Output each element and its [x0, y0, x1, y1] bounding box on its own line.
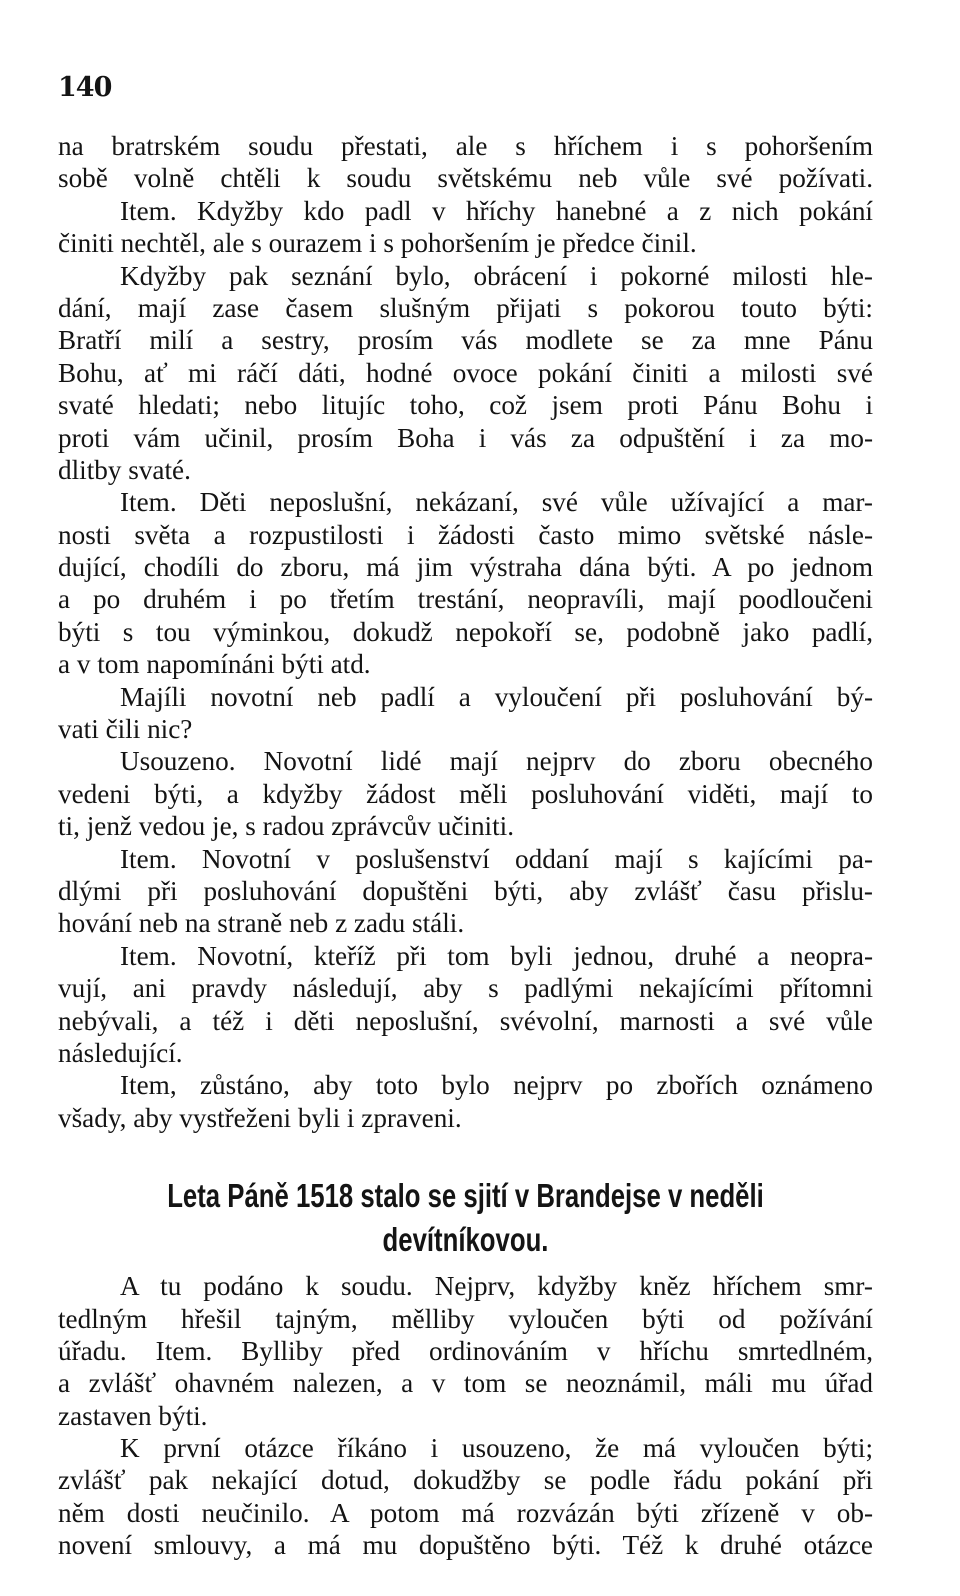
- text-line: sobě volně chtěli k soudu světskému neb vůle své požívati.: [58, 163, 873, 194]
- text-line: Kdyžby pak seznání bylo, obrácení i pokorné milosti hle-: [120, 260, 873, 291]
- section-spacer: [58, 1134, 873, 1174]
- page-number: 140: [58, 72, 112, 103]
- text-line: úřadu. Item. Bylliby před ordinováním v hříchu smrtedlném,: [58, 1335, 873, 1366]
- heading-line: Leta Páně 1518 stalo se sjití v Brandejse v neděli: [167, 1177, 764, 1215]
- text-line: a zvlášť ohavném nalezen, a v tom se neoznámil, máli mu úřad: [58, 1368, 873, 1399]
- text-line: Usouzeno. Novotní lidé mají nejprv do zboru obecného: [120, 746, 873, 777]
- text-line: svaté hledati; nebo litujíc toho, což jsem proti Pánu Bohu i: [58, 390, 873, 421]
- text-line: Item. Novotní v poslušenství oddaní mají s kajícími pa-: [120, 843, 873, 874]
- tail-text: [58, 1270, 873, 1562]
- text-line: něm dosti neučinilo. A potom má rozvázán býti zřízeně v ob-: [58, 1497, 873, 1528]
- text-line: dlými při posluhování dopuštěni býti, aby zvlášť času přislu-: [58, 875, 873, 906]
- text-line: nosti světa a rozpustilosti i žádosti často mimo světské násle-: [58, 519, 873, 550]
- text-line: A tu podáno k soudu. Nejprv, kdyžby kněz hříchem smr-: [120, 1271, 873, 1302]
- text-line: tedlným hřešil tajným, mělliby vyloučen býti od požívání: [58, 1303, 873, 1334]
- text-line: a v tom napomínáni býti atd.: [58, 649, 371, 680]
- text-line: Item. Děti neposlušní, nekázaní, své vůle užívající a mar-: [120, 487, 873, 518]
- text-line: následující.: [58, 1037, 183, 1068]
- text-line: činiti nechtěl, ale s ourazem i s pohoršením je předce činil.: [58, 228, 697, 259]
- text-line: nebývali, a též i děti neposlušní, svévolní, marnosti a své vůle: [58, 1005, 873, 1036]
- section-heading: [58, 1174, 873, 1262]
- text-line: Majíli novotní neb padlí a vyloučení při posluhování bý-: [120, 681, 873, 712]
- text-line: dání, mají zase časem slušným přijati s pokorou touto býti:: [58, 292, 873, 323]
- text-line: Bohu, ať mi ráčí dáti, hodné ovoce pokání činiti a milosti své: [58, 357, 873, 388]
- text-line: zvlášť pak nekající dotud, dokudžby se podle řádu pokání při: [58, 1465, 873, 1496]
- text-line: novení smlouvy, a má mu dopuštěno býti. Též k druhé otázce: [58, 1530, 873, 1561]
- text-line: zastaven býti.: [58, 1400, 208, 1431]
- text-line: dující, chodíli do zboru, má jim výstraha dána býti. A po jednom: [58, 552, 873, 583]
- text-line: všady, aby vystřeženi byli i zpraveni.: [58, 1102, 462, 1133]
- text-line: proti vám učinil, prosím Boha i vás za odpuštění i za mo-: [58, 422, 873, 453]
- text-line: Bratří milí a sestry, prosím vás modlete se za mne Pánu: [58, 325, 873, 356]
- heading-line: devítníkovou.: [382, 1221, 549, 1259]
- text-line: vedeni býti, a kdyžby žádost měli posluhování viděti, mají to: [58, 778, 873, 809]
- body-text: [58, 130, 873, 1134]
- text-line: Item. Kdyžby kdo padl v hříchy hanebné a z nich pokání: [120, 195, 873, 226]
- book-page: [58, 70, 873, 1562]
- text-line: dlitby svaté.: [58, 454, 191, 485]
- text-line: ti, jenž vedou je, s radou zprávcův učiniti.: [58, 811, 515, 842]
- text-line: Item. Novotní, kteříž při tom byli jednou, druhé a neopra-: [120, 940, 873, 971]
- text-line: Item, zůstáno, aby toto bylo nejprv po zbořích oznámeno: [120, 1070, 873, 1101]
- text-line: vují, ani pravdy následují, aby s padlými nekajícími přítomni: [58, 973, 873, 1004]
- text-line: na bratrském soudu přestati, ale s hříchem i s pohoršením: [58, 131, 873, 161]
- text-line: hování neb na straně neb z zadu stáli.: [58, 908, 465, 939]
- text-line: vati čili nic?: [58, 714, 193, 745]
- text-line: a po druhém i po třetím trestání, neopravíli, mají poodloučeni: [58, 584, 873, 615]
- text-line: K první otázce říkáno i usouzeno, že má vyloučen býti;: [120, 1433, 873, 1464]
- text-line: býti s tou výminkou, dokudž nepokoří se, podobně jako padlí,: [58, 616, 873, 647]
